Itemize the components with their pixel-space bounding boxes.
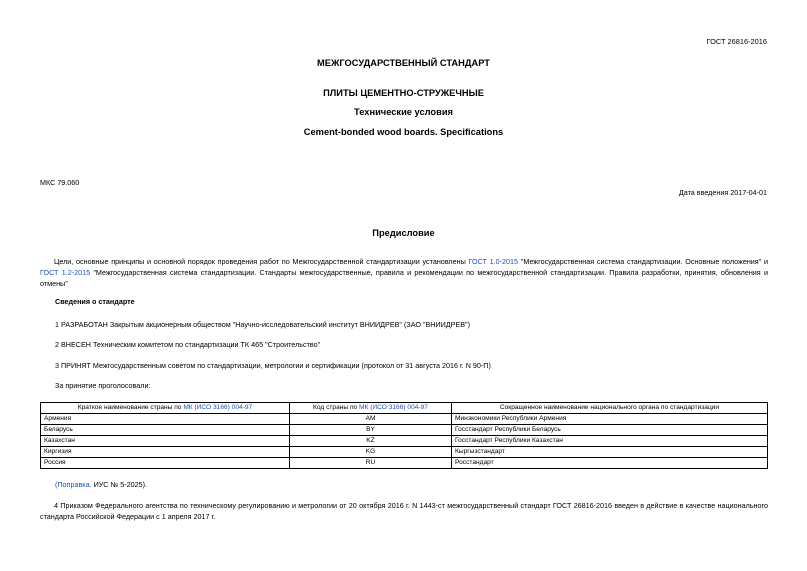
column-header-code bbox=[290, 403, 452, 414]
body-cell: Минэкономики Республики Армения bbox=[452, 414, 768, 425]
country-header-text: Краткое наименование страны по bbox=[77, 404, 184, 411]
voted-label: За принятие проголосовали: bbox=[55, 381, 151, 390]
mk-iso-link-code[interactable]: МК (ИСО 3166) 004-97 bbox=[359, 404, 428, 411]
standard-type-heading: МЕЖГОСУДАРСТВЕННЫЙ СТАНДАРТ bbox=[317, 58, 490, 68]
mks-code: МКС 79.060 bbox=[40, 178, 80, 187]
code-cell: AM bbox=[290, 414, 452, 425]
column-header-body: Сокращенное наименование национального органа по стандартизации bbox=[452, 403, 768, 414]
foreword-intro-paragraph bbox=[40, 256, 768, 289]
correction-text: ИУС № 5-2025). bbox=[93, 480, 147, 489]
document-title: ПЛИТЫ ЦЕМЕНТНО-СТРУЖЕЧНЫЕ bbox=[323, 88, 484, 98]
body-cell: Госстандарт Республики Казахстан bbox=[452, 436, 768, 447]
document-title-english: Cement-bonded wood boards. Specifications bbox=[303, 127, 504, 137]
table-header-row bbox=[41, 403, 768, 414]
body-cell: Кыргызстандарт bbox=[452, 447, 768, 458]
table-row bbox=[41, 458, 768, 469]
body-cell: Росстандарт bbox=[452, 458, 768, 469]
intro-text-2: "Межгосударственная система стандартизации. Основные положения" и bbox=[518, 257, 768, 266]
code-cell: KZ bbox=[290, 436, 452, 447]
item-introduced: 2 ВНЕСЕН Техническим комитетом по стандартизации ТК 465 "Строительство" bbox=[55, 340, 321, 349]
code-header-text: Код страны по bbox=[313, 404, 360, 411]
correction-note bbox=[55, 480, 147, 489]
document-subtitle: Технические условия bbox=[354, 107, 453, 117]
foreword-heading: Предисловие bbox=[372, 228, 435, 238]
intro-text-1: Цели, основные принципы и основной порядок проведения работ по Межгосударственной стандартизации установлены bbox=[54, 257, 469, 266]
gost-1-2-link[interactable]: ГОСТ 1.2-2015 bbox=[40, 268, 91, 277]
column-header-country bbox=[41, 403, 290, 414]
correction-link[interactable]: (Поправка. bbox=[55, 480, 94, 489]
mk-iso-link-country[interactable]: МК (ИСО 3166) 004-97 bbox=[183, 404, 253, 411]
gost-1-0-link[interactable]: ГОСТ 1.0-2015 bbox=[468, 257, 519, 266]
item-developed: 1 РАЗРАБОТАН Закрытым акционерным обществом "Научно-исследовательский институт ВНИИДРЕВ" (ЗАО "ВНИИДРЕВ") bbox=[55, 320, 470, 329]
item-put-into-effect: 4 Приказом Федерального агентства по техническому регулированию и метрологии от 20 октября 2016 г. N 1443-ст межгосударственный стандарт ГОСТ 26816-2016 введен в действие в качестве национального стандарта Российской Федерации с 1 апреля 2017 г. bbox=[40, 501, 768, 521]
country-cell: Армения bbox=[41, 414, 290, 425]
table-row bbox=[41, 447, 768, 458]
code-cell: RU bbox=[290, 458, 452, 469]
country-cell: Казахстан bbox=[41, 436, 290, 447]
table-row bbox=[41, 436, 768, 447]
introduction-date: Дата введения 2017-04-01 bbox=[678, 188, 767, 197]
standard-info-heading: Сведения о стандарте bbox=[55, 297, 135, 306]
intro-text-3: "Межгосударственная система стандартизации. Стандарты межгосударственные, правила и рекомендации по межгосударственной стандартизации. Правила разработки, принятия, обновления и отмены" bbox=[40, 268, 769, 288]
table-row bbox=[41, 414, 768, 425]
country-cell: Киргизия bbox=[41, 447, 290, 458]
code-cell: BY bbox=[290, 425, 452, 436]
country-cell: Россия bbox=[41, 458, 290, 469]
code-cell: KG bbox=[290, 447, 452, 458]
country-cell: Беларусь bbox=[41, 425, 290, 436]
body-cell: Госстандарт Республики Беларусь bbox=[452, 425, 768, 436]
item-adopted: 3 ПРИНЯТ Межгосударственным советом по стандартизации, метрологии и сертификации (протокол от 31 августа 2016 г. N 90-П) bbox=[55, 361, 491, 370]
voting-states-table bbox=[40, 402, 768, 469]
table-row bbox=[41, 425, 768, 436]
document-code: ГОСТ 26816-2016 bbox=[706, 37, 767, 46]
